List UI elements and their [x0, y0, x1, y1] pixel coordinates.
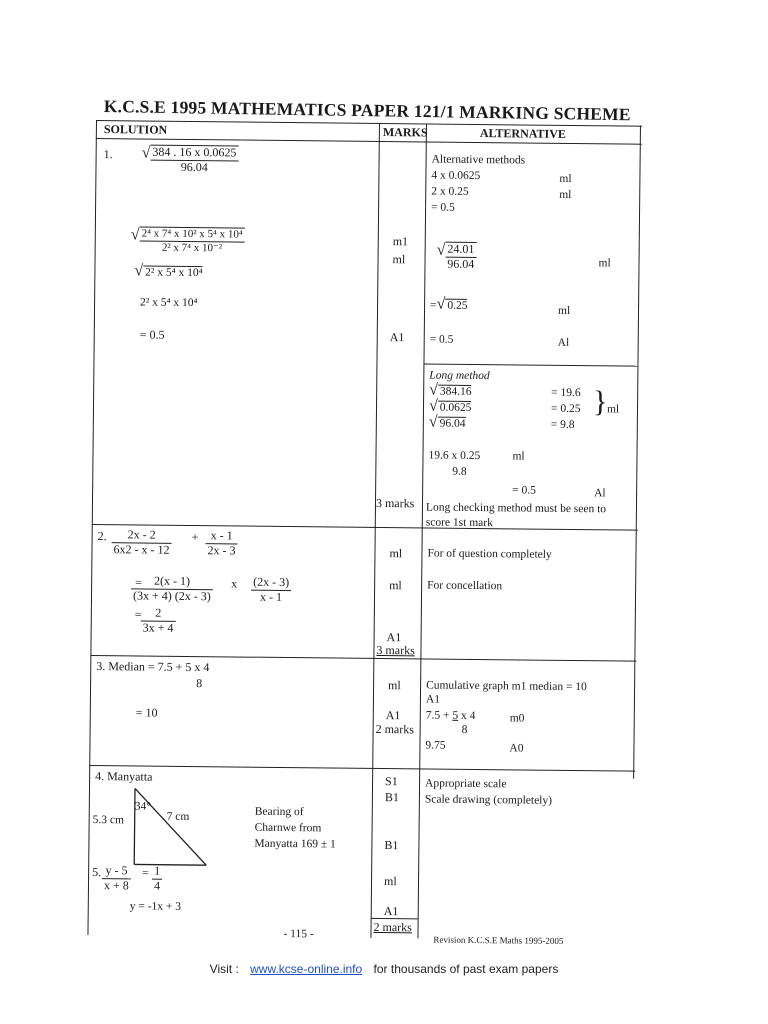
q1-long-line-2: √ 0.0625 — [428, 397, 472, 415]
q4-angle: 34° — [134, 800, 151, 813]
table-left-border — [87, 120, 97, 935]
footer-link[interactable]: www.kcse-online.info — [250, 962, 363, 976]
q2-equals-2: = — [134, 607, 142, 622]
q4-bearing-3: Manyatta 169 ± 1 — [254, 837, 336, 851]
footer-prefix: Visit : — [209, 962, 239, 976]
q4-bearing-2: Charnwe from — [254, 821, 322, 835]
q2-total: 3 marks — [376, 642, 415, 658]
q4-alt-1: Appropriate scale — [425, 777, 507, 791]
q1-alt-root2-mark: ml — [557, 304, 571, 317]
q2-fraction-b: $\frac{x - 1}{2x - 3}$ — [205, 529, 237, 558]
header-marks: MARKS — [382, 125, 428, 140]
marking-table — [87, 120, 642, 946]
footer-suffix: for thousands of past exam papers — [373, 962, 559, 976]
q4-mark-1: S1 — [385, 774, 398, 789]
q2-fraction-c: $\frac{2(x - 1)}{(3x + 4) (2x - 3)}$ — [131, 574, 213, 603]
q2-plus: + — [191, 530, 199, 545]
page-title: K.C.S.E 1995 MATHEMATICS PAPER 121/1 MARKING SCHEME — [103, 96, 631, 125]
marks-column-right-border — [417, 123, 427, 938]
q1-mark-3: A1 — [389, 330, 405, 345]
q4-bearing-1: Bearing of — [254, 805, 304, 819]
q2-fraction-d: $\frac{(2x - 3)}{x - 1}$ — [251, 576, 291, 605]
q4-side-left: 5.3 cm — [92, 814, 125, 827]
q1-note-2: score 1st mark — [425, 516, 493, 530]
q2-alt-2: For concellation — [427, 579, 503, 593]
q1-long-val-1: = 19.6 — [551, 386, 581, 400]
q1-long-val-2: = 0.25 — [550, 402, 581, 416]
q1-alt-root: √ $\frac{24.01}{96.04}$ — [436, 241, 475, 271]
q1-note-1: Long checking method must be seen to — [425, 501, 607, 516]
q2-number: 2. — [97, 529, 107, 544]
q1-alt-mark-2: ml — [559, 188, 572, 201]
q3-mark-1: ml — [388, 678, 401, 693]
q1-alt-answer: = 0.5 — [429, 333, 454, 346]
q1-expression: √ $\frac{384 . 16 x 0.0625}{96.04}$ — [141, 144, 237, 174]
q1-mark-2: ml — [392, 252, 406, 267]
q4-mark-2: B1 — [384, 790, 400, 805]
q3-denominator: 8 — [196, 676, 203, 691]
q1-mark-1: m1 — [392, 234, 409, 249]
q1-step2: √ 2² x 5⁴ x 10⁴ — [134, 262, 203, 280]
q1-long-calc: 19.6 x 0.25 — [428, 449, 481, 463]
q4-label: 4. Manyatta — [95, 769, 153, 784]
radical-icon: √ — [130, 226, 140, 244]
q5-equals: = — [142, 865, 149, 880]
radical-icon: √ — [134, 262, 144, 280]
q2-fraction-e: $\frac{2}{3x + 4}$ — [141, 606, 176, 635]
q1-alt-root-mark: ml — [598, 257, 611, 270]
header-solution: SOLUTION — [103, 122, 168, 137]
q1-alt-root2: =√ 0.25 — [430, 295, 468, 313]
q1-alt-title: Alternative methods — [431, 153, 526, 167]
q5-mark-1: ml — [383, 874, 397, 889]
q5-fraction-a: $\frac{y - 5}{x + 8}$ — [102, 864, 131, 893]
q5-fraction-b: $\frac{1}{4}$ — [153, 863, 161, 893]
q1-step3: 2² x 5⁴ x 10⁴ — [140, 296, 198, 310]
q1-long-calc-mark: ml — [512, 450, 525, 463]
q3-mark-2: A1 — [385, 708, 401, 723]
q4-alt-2: Scale drawing (completely) — [424, 793, 553, 807]
q3-bottom-divider — [89, 765, 635, 772]
q1-long-result: = 0.5 — [512, 484, 536, 497]
q4-mark-3: B1 — [384, 838, 399, 853]
q1-long-calc-den: 9.8 — [452, 465, 467, 478]
header-alternative: ALTERNATIVE — [479, 126, 566, 141]
q1-alt-answer-mark: Al — [557, 336, 570, 349]
q1-alt-line-3: = 0.5 — [431, 201, 455, 214]
q1-long-result-mark: Al — [594, 487, 606, 500]
q2-alt-1: For of question completely — [427, 547, 552, 561]
marks-column-left-border — [370, 123, 380, 938]
q3-alt-2-mark: m0 — [509, 712, 525, 725]
q2-times: x — [231, 576, 238, 591]
q1-long-line-1: √ 384.16 — [429, 381, 472, 399]
q3-alt-3-mark: A0 — [509, 742, 524, 755]
q3-alt-2: 7.5 + 5 x 4 — [425, 709, 476, 723]
triangle-diagram — [132, 786, 213, 867]
q1-alt-line-1: 4 x 0.0625 — [431, 169, 481, 183]
q2-mark-1: ml — [389, 546, 403, 561]
q1-answer: = 0.5 — [139, 327, 165, 342]
q1-total: 3 marks — [375, 495, 415, 511]
q1-long-mark: ml — [606, 403, 620, 416]
q3-answer: = 10 — [135, 705, 158, 720]
q5-line-2: y = -1x + 3 — [129, 900, 182, 913]
q3-total: 2 marks — [375, 721, 415, 737]
revision-note: Revision K.C.S.E Maths 1995-2005 — [433, 934, 564, 946]
page-number: - 115 - — [283, 928, 314, 941]
q1-alt-mark-1: ml — [559, 172, 572, 185]
q4-side-hyp: 7 cm — [166, 810, 190, 824]
alt-divider-q1 — [423, 363, 637, 366]
q3-alt-1: Cumulative graph m1 median = 10 — [426, 679, 587, 694]
q5-total: 2 marks — [373, 919, 412, 935]
q3-alt-2-den: 8 — [461, 723, 468, 736]
table-right-border — [633, 126, 641, 779]
footer — [0, 962, 768, 976]
q2-mark-2: ml — [389, 578, 402, 593]
q3-label: 3. Median = 7.5 + 5 x 4 — [96, 659, 210, 675]
q1-long-line-3: √ 96.04 — [428, 413, 466, 431]
q3-alt-3: 9.75 — [425, 739, 446, 752]
q1-alt-line-2: 2 x 0.25 — [431, 185, 469, 198]
q5-mark-2: A1 — [383, 904, 399, 919]
q1-long-val-3: = 9.8 — [550, 418, 575, 432]
brace-icon: } — [592, 385, 608, 419]
q3-alt-1b: A1 — [425, 693, 441, 706]
q2-fraction-a: $\frac{2x - 2}{6x2 - x - 12}$ — [111, 528, 171, 557]
q1-long-title: Long method — [429, 369, 490, 383]
q2-equals: = — [135, 575, 143, 590]
q1-number: 1. — [103, 147, 113, 162]
q1-bottom-divider — [92, 524, 638, 531]
q5-number: 5. — [92, 865, 102, 880]
q2-mark-3: A1 — [386, 630, 402, 645]
radical-icon: √ — [141, 144, 151, 162]
radical-icon: √ — [436, 241, 446, 259]
q1-step1: √ $\frac{\text{2⁴ x 7⁴ x 10² x 5⁴ x 10⁴}}{\text{2² x 7⁴ x 10⁻²}}$ — [131, 226, 245, 254]
